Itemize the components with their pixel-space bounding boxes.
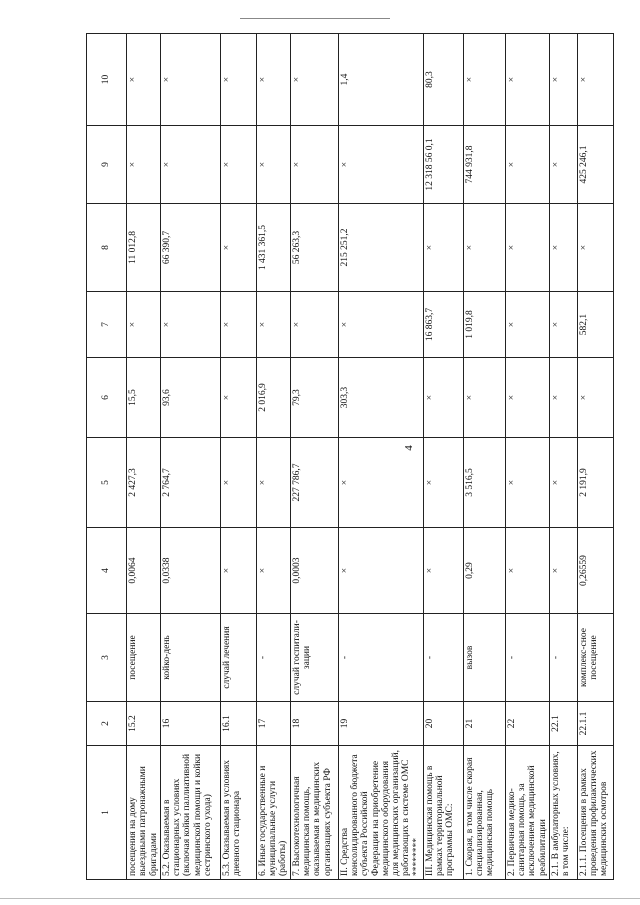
unit-cell: случай лечения — [220, 614, 256, 702]
value-cell: × — [256, 126, 290, 204]
value-cell: × — [290, 292, 338, 358]
value-cell: 1 431 361,5 — [256, 204, 290, 292]
page-number: 4 — [402, 445, 415, 451]
value-cell: 0,0338 — [160, 528, 220, 614]
value-cell: 16 863,7 — [423, 292, 463, 358]
value-cell: × — [256, 528, 290, 614]
value-cell: 12 318 56 0,1 — [423, 126, 463, 204]
value-cell: 0,29 — [463, 528, 505, 614]
value-cell: × — [338, 438, 423, 528]
value-cell: × — [549, 358, 577, 438]
value-cell: 0,26559 — [577, 528, 613, 614]
header-cell: 7 — [87, 292, 127, 358]
value-cell: × — [463, 34, 505, 126]
value-cell: × — [549, 528, 577, 614]
row-code: 16.1 — [220, 702, 256, 746]
value-cell: × — [127, 292, 161, 358]
value-cell: 227 786,7 — [290, 438, 338, 528]
row-description: 2.1. В амбулаторных условиях, в том числе: — [549, 746, 577, 880]
value-cell: × — [423, 358, 463, 438]
value-cell: × — [549, 292, 577, 358]
row-description: посещения на дому выездными патронажными бригадами — [127, 746, 161, 880]
value-cell: × — [220, 126, 256, 204]
table-row — [220, 34, 256, 880]
row-code: 22.1.1 — [577, 702, 613, 746]
value-cell: × — [423, 438, 463, 528]
value-cell: × — [505, 292, 549, 358]
value-cell: × — [549, 204, 577, 292]
value-cell: 425 246,1 — [577, 126, 613, 204]
value-cell: × — [505, 34, 549, 126]
row-description: 2.1.1. Посещения в рамках проведения профилактических медицинских осмотров — [577, 746, 613, 880]
value-cell: 80,3 — [423, 34, 463, 126]
value-cell: × — [423, 204, 463, 292]
value-cell: 0,0003 — [290, 528, 338, 614]
value-cell: × — [549, 126, 577, 204]
value-cell: × — [505, 204, 549, 292]
value-cell: 11 012,8 — [127, 204, 161, 292]
value-cell: × — [338, 292, 423, 358]
row-description: III. Медицинская помощь в рамках территориальной программы ОМС: — [423, 746, 463, 880]
value-cell: × — [577, 34, 613, 126]
table-row — [505, 34, 549, 880]
row-description: 1. Скорая, в том числе скорая специализированная, медицинская помощь — [463, 746, 505, 880]
header-cell: 5 — [87, 438, 127, 528]
value-cell: × — [160, 34, 220, 126]
value-cell: 1,4 — [338, 34, 423, 126]
unit-cell: - — [505, 614, 549, 702]
value-cell: × — [577, 204, 613, 292]
value-cell: 1 019,8 — [463, 292, 505, 358]
value-cell: 215 251,2 — [338, 204, 423, 292]
unit-cell: посещение — [127, 614, 161, 702]
table-row — [549, 34, 577, 880]
value-cell: × — [160, 292, 220, 358]
scan-mark-bottom — [0, 898, 640, 899]
budget-table — [86, 33, 614, 880]
value-cell: × — [220, 34, 256, 126]
unit-cell: комплекс-сное посещение — [577, 614, 613, 702]
value-cell: × — [505, 528, 549, 614]
table-row — [127, 34, 161, 880]
value-cell: × — [127, 34, 161, 126]
value-cell: 0,0064 — [127, 528, 161, 614]
value-cell: × — [256, 34, 290, 126]
unit-cell: - — [338, 614, 423, 702]
row-code: 17 — [256, 702, 290, 746]
row-code: 21 — [463, 702, 505, 746]
unit-cell: вызов — [463, 614, 505, 702]
row-description: 6. Иные государственные и муниципальные услуги (работы) — [256, 746, 290, 880]
table-row — [463, 34, 505, 880]
row-code: 22 — [505, 702, 549, 746]
value-cell: × — [160, 126, 220, 204]
row-description: 5.2. Оказываемая в стационарных условиях (включая койки паллиативной медицинской помощи и койки сестринского ухода) — [160, 746, 220, 880]
value-cell: × — [256, 438, 290, 528]
value-cell: 93,6 — [160, 358, 220, 438]
row-code: 20 — [423, 702, 463, 746]
header-cell: 2 — [87, 702, 127, 746]
header-cell: 4 — [87, 528, 127, 614]
value-cell: × — [505, 126, 549, 204]
value-cell: × — [338, 126, 423, 204]
value-cell: 79,3 — [290, 358, 338, 438]
unit-cell: - — [423, 614, 463, 702]
value-cell: 3 516,5 — [463, 438, 505, 528]
value-cell: × — [549, 34, 577, 126]
table-row — [160, 34, 220, 880]
value-cell: × — [463, 358, 505, 438]
row-code: 15.2 — [127, 702, 161, 746]
row-code: 22.1 — [549, 702, 577, 746]
unit-cell: - — [549, 614, 577, 702]
value-cell: × — [423, 528, 463, 614]
row-code: 18 — [290, 702, 338, 746]
header-cell: 6 — [87, 358, 127, 438]
value-cell: × — [256, 292, 290, 358]
value-cell: 2 016,9 — [256, 358, 290, 438]
rotated-table-container — [86, 34, 608, 880]
value-cell: 2 427,3 — [127, 438, 161, 528]
value-cell: 2 191,9 — [577, 438, 613, 528]
value-cell: 56 263,3 — [290, 204, 338, 292]
table-row — [256, 34, 290, 880]
unit-cell: случай госпитали-зации — [290, 614, 338, 702]
value-cell: × — [549, 438, 577, 528]
value-cell: 744 931,8 — [463, 126, 505, 204]
row-code: 19 — [338, 702, 423, 746]
table-row — [338, 34, 423, 880]
value-cell: × — [463, 204, 505, 292]
value-cell: × — [220, 528, 256, 614]
value-cell: 66 390,7 — [160, 204, 220, 292]
value-cell: × — [577, 358, 613, 438]
value-cell: × — [338, 528, 423, 614]
value-cell: × — [220, 438, 256, 528]
value-cell: × — [505, 438, 549, 528]
header-cell: 9 — [87, 126, 127, 204]
header-cell: 8 — [87, 204, 127, 292]
row-description: 2. Первичная медико-санитарная помощь, за исключением медицинской реабилитации — [505, 746, 549, 880]
value-cell: 2 764,7 — [160, 438, 220, 528]
header-cell: 3 — [87, 614, 127, 702]
unit-cell: - — [256, 614, 290, 702]
value-cell: × — [290, 126, 338, 204]
row-description: II. Средства консолидированного бюджета субъекта Российской Федерации на приобретение медицинского оборудования для медицинских организаций, работающих в системе ОМС ******** — [338, 746, 423, 880]
scan-mark-top — [240, 18, 390, 19]
table-header-row — [87, 34, 127, 880]
row-description: 7. Высокотехнологичная медицинская помощь, оказываемая в медицинских организациях субъекта РФ — [290, 746, 338, 880]
value-cell: × — [220, 358, 256, 438]
value-cell: × — [127, 126, 161, 204]
value-cell: 582,1 — [577, 292, 613, 358]
row-code: 16 — [160, 702, 220, 746]
value-cell: 303,3 — [338, 358, 423, 438]
header-cell: 1 — [87, 746, 127, 880]
value-cell: × — [505, 358, 549, 438]
row-description: 5.3. Оказываемая в условиях дневного стационара — [220, 746, 256, 880]
value-cell: × — [220, 292, 256, 358]
header-cell: 10 — [87, 34, 127, 126]
value-cell: × — [220, 204, 256, 292]
table-row — [290, 34, 338, 880]
table-row — [577, 34, 613, 880]
value-cell: × — [290, 34, 338, 126]
table-row — [423, 34, 463, 880]
value-cell: 15,5 — [127, 358, 161, 438]
unit-cell: койко-день — [160, 614, 220, 702]
